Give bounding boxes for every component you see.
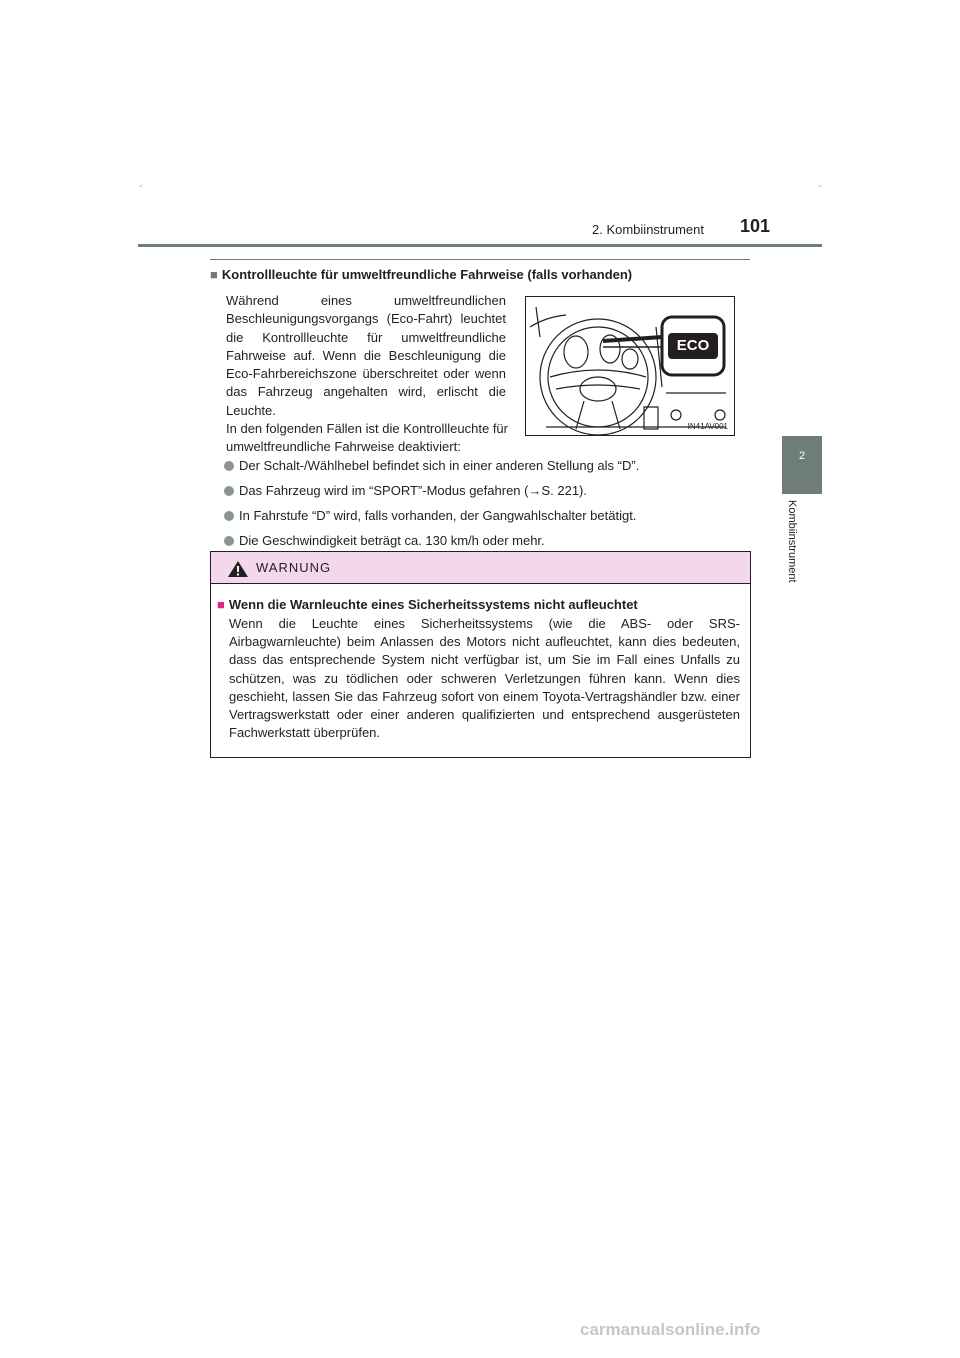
warning-header-label: WARNUNG xyxy=(256,560,332,575)
list-item-text[interactable]: Das Fahrzeug wird im “SPORT”-Modus gefahren (→S. 221). xyxy=(239,483,587,498)
list-item xyxy=(224,507,744,532)
warning-marker: ■ xyxy=(217,597,225,612)
section-rule xyxy=(210,259,750,260)
bullet-icon xyxy=(224,511,234,521)
chapter-side-label xyxy=(786,500,806,620)
crop-mark-right: - xyxy=(818,181,822,192)
chapter-title: 2. Kombiinstrument xyxy=(592,222,704,237)
list-item xyxy=(224,457,744,482)
warning-title xyxy=(217,597,638,612)
crop-mark-left: - xyxy=(139,181,143,192)
eco-indicator-figure xyxy=(525,296,735,436)
bullet-icon xyxy=(224,536,234,546)
warning-text: Wenn die Leuchte eines Sicherheitssystems (wie die ABS- oder SRS-Airbagwarnleuchte) beim Anlassen des Motors nicht aufleuchtet, kann dies bedeuten, dass das entsprechende System nicht verfügbar ist, um Sie im Fall eines Unfalls zu schützen, was zu tödlichen oder schweren Verletzungen führen kann. Wenn dies geschieht, lassen Sie das Fahrzeug sofort von einem Toyota-Vertragshändler bzw. einer Vertragswerkstatt oder einer anderen qualifizierten und entsprechend ausgerüsteten Fachwerkstatt überprüfen. xyxy=(229,616,740,741)
eco-description-paragraph: Während eines umweltfreundlichen Beschleunigungsvorgangs (Eco-Fahrt) leuchtet die Kontrollleuchte für umweltfreundliche Fahrweise auf. Wenn die Beschleunigung die Eco-Fahrbereichszone überschreitet oder wenn das Fahrzeug angehalten wird, erlischt die Leuchte. xyxy=(226,293,506,418)
list-item-text: Der Schalt-/Wählhebel befindet sich in einer anderen Stellung als “D”. xyxy=(239,458,640,473)
watermark: carmanualsonline.info xyxy=(580,1320,761,1339)
section-heading-text: Kontrollleuchte für umweltfreundliche Fahrweise (falls vorhanden) xyxy=(221,267,633,282)
page-number: 101 xyxy=(740,216,771,236)
chapter-tab xyxy=(782,436,822,494)
eco-indicator-label: ECO xyxy=(676,337,710,354)
deactivation-intro-paragraph: In den folgenden Fällen ist die Kontrollleuchte für umweltfreundliche Fahrweise deaktiviert: xyxy=(226,421,508,455)
bullet-icon xyxy=(224,486,234,496)
chapter-side-label-text: Kombiinstrument xyxy=(786,500,798,583)
warning-triangle-icon xyxy=(227,560,249,578)
header-rule xyxy=(138,244,822,247)
list-item-text: Die Geschwindigkeit beträgt ca. 130 km/h oder mehr. xyxy=(239,533,545,548)
chapter-tab-number: 2 xyxy=(798,450,806,462)
list-item-text: In Fahrstufe “D” wird, falls vorhanden, der Gangwahlschalter betätigt. xyxy=(239,508,637,523)
bullet-icon xyxy=(224,461,234,471)
list-item xyxy=(224,482,744,507)
steering-wheel-illustration xyxy=(526,297,734,435)
deactivation-conditions-list xyxy=(224,457,744,557)
section-marker: ■ xyxy=(210,267,218,282)
warning-box xyxy=(210,551,751,758)
warning-title-text: Wenn die Warnleuchte eines Sicherheitssystems nicht aufleuchtet xyxy=(228,597,638,612)
section-heading xyxy=(210,267,632,282)
warning-header xyxy=(211,552,750,584)
figure-code: IN41AV001 xyxy=(687,422,728,431)
